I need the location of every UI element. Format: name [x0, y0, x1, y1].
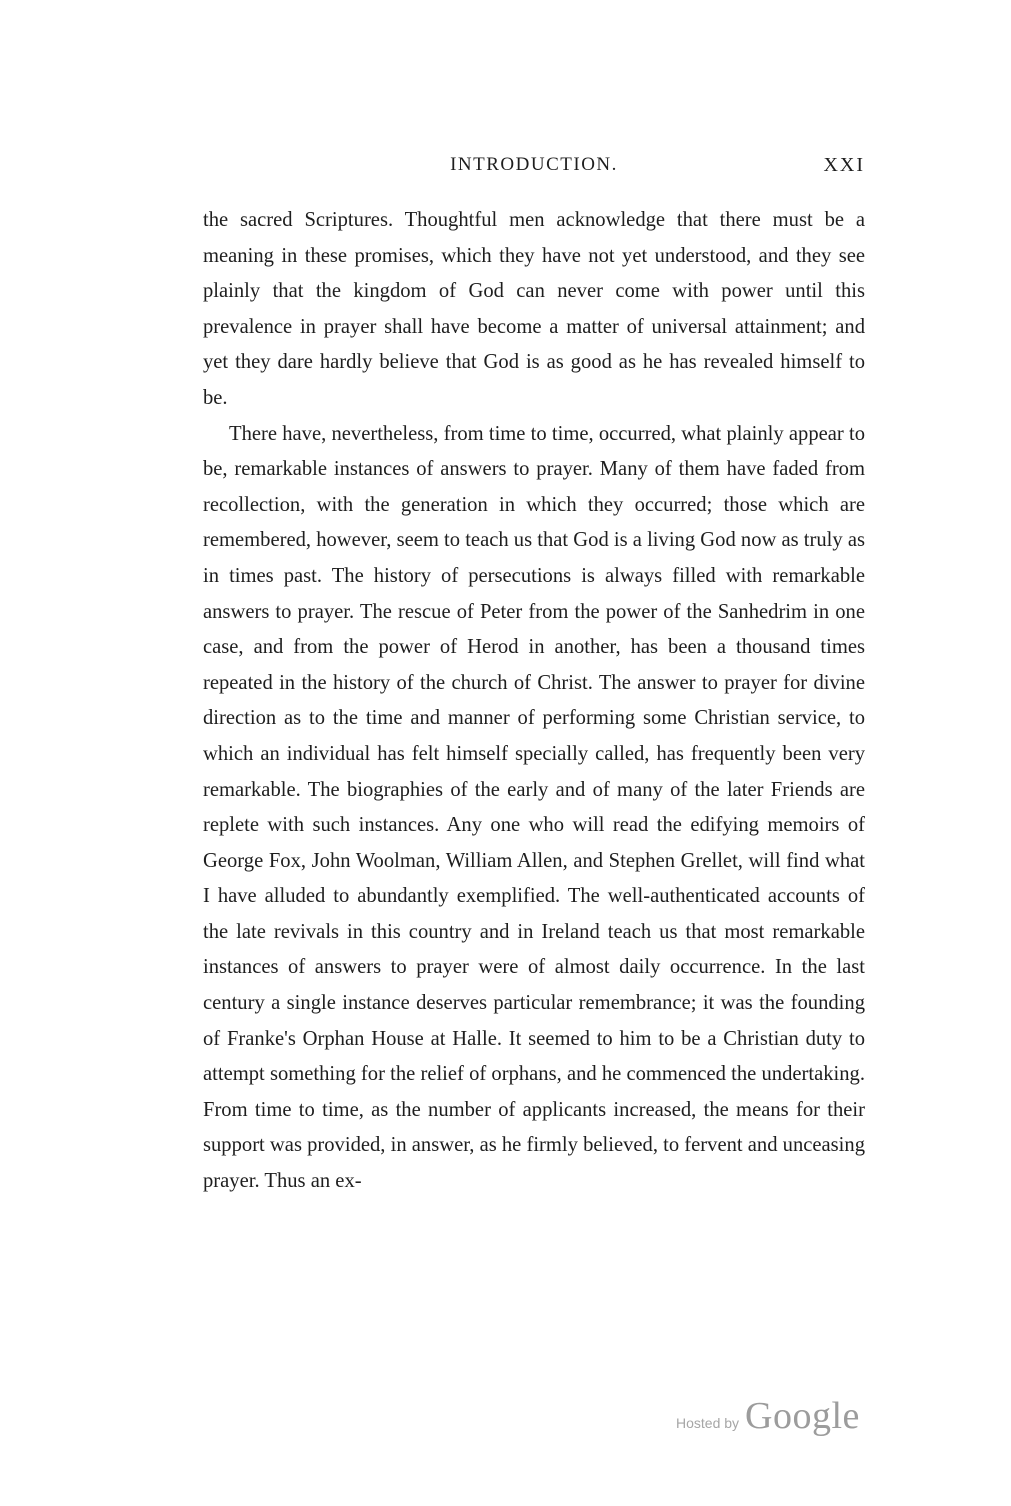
paragraph: the sacred Scriptures. Thoughtful men acknowledge that there must be a meaning in these promises, which they have not yet understood, and they see plainly that the kingdom of God can never come with power until this prevalence in prayer shall have become a matter of universal attainment; and yet they dare hardly believe that God is as good as he has revealed himself to be. — [203, 209, 865, 409]
running-head — [203, 154, 865, 178]
body-text — [203, 203, 865, 1200]
google-logo: Google — [745, 1395, 860, 1437]
running-title: INTRODUCTION. — [450, 154, 618, 175]
hosted-by-google-watermark — [676, 1394, 886, 1444]
paragraph: There have, nevertheless, from time to time, occurred, what plainly appear to be, remarkable instances of answers to prayer. Many of them have faded from recollection, with the generation in which they occurred; those which are remembered, however, seem to teach us that God is a living God now as truly as in times past. The history of persecutions is always filled with remarkable answers to prayer. The rescue of Peter from the power of the Sanhedrim in one case, and from the power of Herod in another, has been a thousand times repeated in the history of the church of Christ. The answer to prayer for divine direction as to the time and manner of performing some Christian service, to which an individual has felt himself specially called, has frequently been very remarkable. The biographies of the early and of many of the later Friends are replete with such instances. Any one who will read the edifying memoirs of George Fox, John Woolman, William Allen, and Stephen Grellet, will find what I have alluded to abundantly exemplified. The well-authenticated accounts of the late revivals in this country and in Ireland teach us that most remarkable instances of answers to prayer were of almost daily occurrence. In the last century a single instance deserves particular remembrance; it was the founding of Franke's Orphan House at Halle. It seemed to him to be a Christian duty to attempt something for the relief of orphans, and he commenced the undertaking. From time to time, as the number of applicants increased, the means for their support was provided, in answer, as he firmly believed, to fervent and unceasing prayer. Thus an ex- — [203, 422, 866, 1193]
page-number: XXI — [823, 154, 865, 176]
hosted-by-label: Hosted by — [676, 1415, 740, 1431]
